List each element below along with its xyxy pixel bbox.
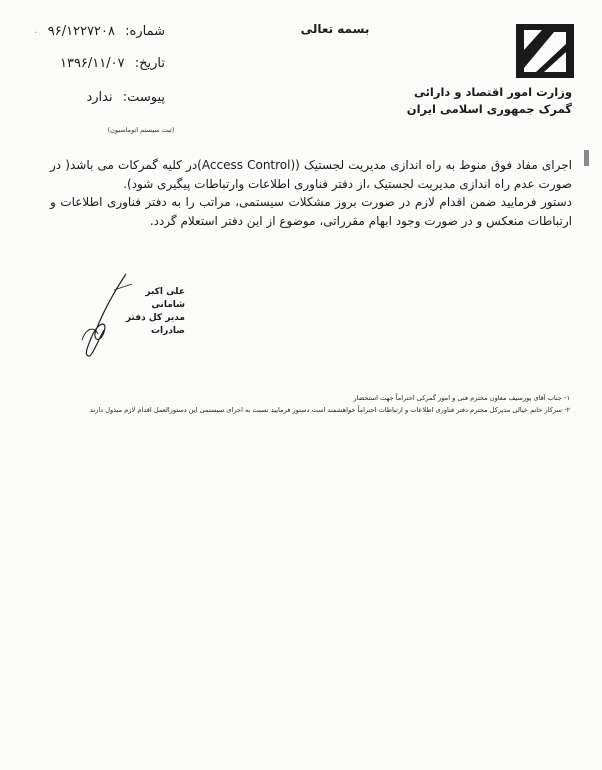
attachment-label: پیوست: bbox=[122, 90, 165, 105]
automation-note: (ثبت سیستم اتوماسیون) bbox=[107, 126, 175, 134]
cc-line-2: ۲- سرکار خانم خیالی مدیرکل محترم دفتر فناوری اطلاعات و ارتباطات احتراماً خواهشمند است دستور فرمایید نسبت به اجرای سیستمی این دستورالعمل اقدام لازم مبذول دارند bbox=[89, 406, 570, 414]
letter-body bbox=[50, 156, 572, 230]
number-value: ۹۶/۱۲۲۷۲۰۸ bbox=[47, 24, 116, 39]
letter-date bbox=[55, 56, 165, 71]
date-value: ۱۳۹۶/۱۱/۰۷ bbox=[59, 56, 125, 71]
corner-mark: · bbox=[34, 28, 38, 39]
signer-title: مدیر کل دفتر صادرات bbox=[125, 313, 185, 336]
ministry-block bbox=[372, 84, 572, 118]
letter-attachment bbox=[55, 90, 165, 105]
date-label: تاریخ: bbox=[134, 56, 165, 71]
invocation-heading: بسمه تعالی bbox=[300, 22, 370, 36]
letter-number bbox=[45, 24, 165, 39]
attachment-value: ندارد bbox=[86, 90, 113, 105]
signer-name: علی اکبر شامانی bbox=[145, 287, 185, 310]
body-paragraph-2: دستور فرمایید ضمن اقدام لازم در صورت بروز مشکلات سیستمی، مراتب را به دفتر فناوری اطلاعات و ارتباطات منعکس و در صورت وجود ابهام مقرراتی، موضوع از این دفتر استعلام گردد. bbox=[50, 195, 572, 228]
ministry-name: وزارت امور اقتصاد و دارائی bbox=[413, 85, 572, 99]
organization-name: گمرک جمهوری اسلامی ایران bbox=[406, 102, 572, 116]
signature-block bbox=[115, 286, 185, 338]
customs-logo-icon bbox=[514, 22, 576, 80]
margin-mark bbox=[584, 150, 589, 166]
cc-line-1: ۱- جناب آقای پورسیف معاون محترم فنی و امور گمرکی احتراماً جهت استحضار bbox=[353, 394, 570, 402]
number-label: شماره: bbox=[125, 24, 165, 39]
body-paragraph-1: اجرای مفاد فوق منوط به راه اندازی مدیریت لجستیک ((Access Control)در کلیه گمرکات می باشد( در صورت عدم راه اندازی مدیریت لجستیک ،از دفتر فناوری اطلاعات وارتباطات پیگیری شود). bbox=[50, 158, 573, 191]
